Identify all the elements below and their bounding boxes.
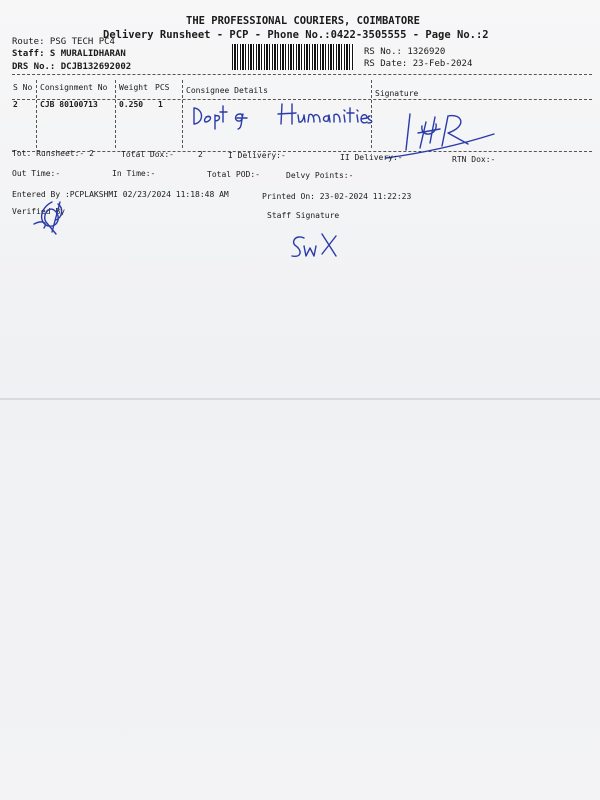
col-header-weight: Weight: [119, 83, 148, 92]
total-dox-label: Total Dox:-: [121, 150, 174, 159]
column-divider: [371, 80, 372, 148]
company-title: THE PROFESSIONAL COURIERS, COIMBATORE: [186, 15, 420, 27]
delvy-points: Delvy Points:-: [286, 171, 354, 180]
column-divider: [115, 80, 116, 148]
col-header-sno: S No: [13, 83, 33, 92]
total-pod: Total POD:-: [207, 170, 260, 179]
rtn-dox: RTN Dox:-: [452, 155, 496, 164]
col-header-consignee: Consignee Details: [186, 86, 268, 95]
tot-runsheet: Tot. Runsheet:- 2: [12, 149, 94, 158]
table-top-rule: [12, 74, 592, 75]
in-time: In Time:-: [112, 169, 156, 178]
entered-by: Entered By :PCPLAKSHMI 02/23/2024 11:18:48 AM: [12, 190, 229, 199]
col-header-pcs: PCS: [155, 83, 170, 92]
runsheet-title: Delivery Runsheet - PCP - Phone No.:0422-3505555 - Page No.:2: [103, 29, 489, 41]
route-label: Route: PSG TECH PC4: [12, 37, 115, 47]
column-divider: [182, 80, 183, 148]
verified-by-label: Verified By: [12, 207, 65, 216]
column-divider: [36, 80, 37, 148]
col-header-signature: Signature: [375, 89, 419, 98]
cell-consignment: CJB 80100713: [40, 100, 98, 109]
printed-on: Printed On: 23-02-2024 11:22:23: [262, 192, 412, 201]
rs-number: RS No.: 1326920: [364, 47, 446, 57]
staff-signature-mark: [286, 228, 346, 268]
ii-delivery: II Delivery:-: [340, 153, 403, 162]
verifier-signature: [32, 198, 82, 238]
i-delivery: I Delivery:-: [228, 151, 286, 160]
cell-sno: 2: [13, 100, 18, 109]
paper-fold: [0, 398, 600, 400]
drs-number: DRS No.: DCJB132692002: [12, 62, 132, 72]
total-dox-value: 2: [198, 150, 203, 159]
col-header-consignment: Consignment No: [40, 83, 108, 92]
rs-date: RS Date: 23-Feb-2024: [364, 59, 473, 69]
out-time: Out Time:-: [12, 169, 61, 178]
staff-signature-label: Staff Signature: [267, 211, 340, 220]
handwritten-consignee: [190, 100, 370, 130]
barcode: [232, 44, 354, 70]
cell-pcs: 1: [158, 100, 163, 109]
staff-label: Staff: S MURALIDHARAN: [12, 49, 126, 59]
cell-weight: 0.250: [119, 100, 144, 109]
